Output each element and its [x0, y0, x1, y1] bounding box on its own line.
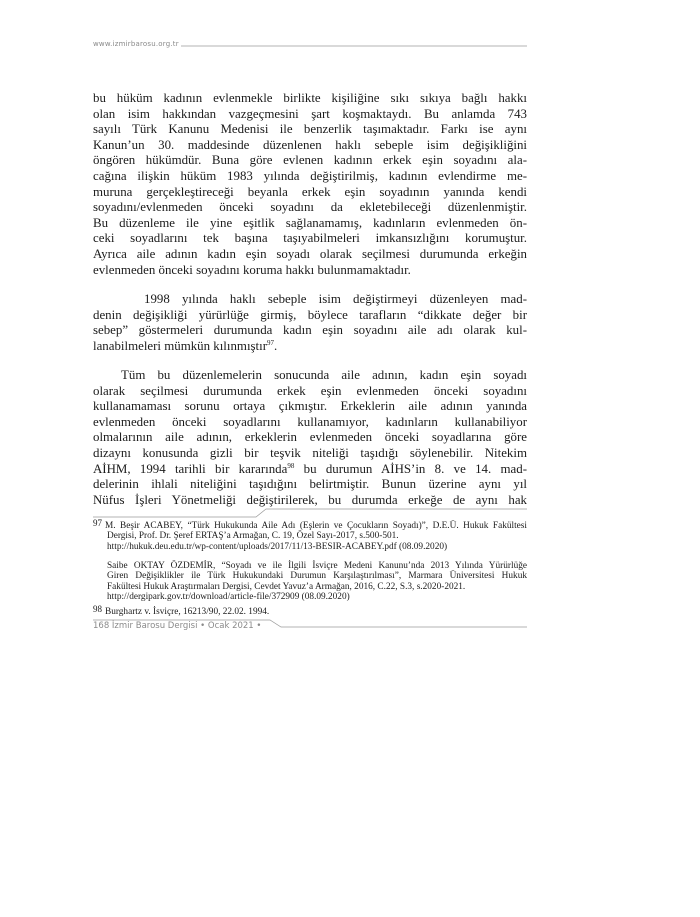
footnote-separator — [93, 509, 527, 517]
text-line: muruna gerçekleştireceği beyanla erkek eşin soyadının yanında kendi — [93, 184, 527, 199]
footnote-98 — [93, 604, 527, 617]
text-line: olan isim hakkından vazgeçmesini şart koşmaktaydı. Bu anlamda 743 — [93, 106, 527, 121]
text-line: delerinin ihlali niteliğini taşıdığını belirtmiştir. Bunun üzerine aynı yıl — [93, 477, 527, 492]
footnote-line: Dergisi, Prof. Dr. Şeref ERTAŞ’a Armağan, C. 19, Özel Sayı-2017, s.500-501. — [107, 531, 399, 542]
text-line: sebep” göstermeleri durumunda kadın eşin soyadını aile adı olarak kul- — [93, 323, 527, 338]
footnote-number: 97 — [93, 518, 102, 528]
paragraph-1 — [93, 91, 527, 278]
text-line: 1998 yılında haklı sebeple isim değiştirmeyi düzenleyen mad- — [144, 292, 527, 306]
text-line — [93, 462, 527, 478]
text-line: Nüfus İşleri Yönetmeliği değiştirilerek, bu durumda erkeğe de aynı hak — [93, 492, 527, 507]
text-line: olarak seçilmesi durumunda erkek eşin evlenmeden önceki soyadını — [93, 383, 527, 398]
footnote-ref-97[interactable]: 97 — [267, 338, 274, 347]
text-line: denin değişikliği yürürlüğe girmiş, böylece tarafların “dikkate değer bir — [93, 307, 527, 322]
footnote-ref-98[interactable]: 98 — [287, 461, 295, 470]
footnote-line: Burghartz v. İsviçre, 16213/90, 22.02. 1994. — [105, 607, 270, 617]
text-line: evlenmeden önceki soyadlarını kullanamıyor, kadınların kullanabiliyor — [93, 414, 527, 429]
line-text: AİHM, 1994 tarihli bir kararında — [93, 461, 288, 476]
text-line: dizaynı konusunda gizli bir teşvik niteliği taşıdığı söylenebilir. Nitekim — [93, 445, 527, 460]
text-line: cağına ilişkin hüküm 1983 yılında değiştirilmiş, kadının evlendirme me- — [93, 168, 527, 183]
line-text: lanabilmeleri mümkün kılınmıştır — [93, 338, 267, 353]
footnote-number — [93, 558, 105, 600]
text-line: kullanamaması sorunu ortaya çıkmıştır. Erkeklerin aile adının yanında — [93, 399, 527, 414]
text-line: evlenmeden önceki soyadını koruma hakkı bulunmamaktadır. — [93, 262, 411, 277]
text-line: soyadını/evlenmeden önceki soyadını da ekletebileceği düzenlenmiştir. — [93, 200, 527, 215]
line-text: bu durumun AİHS’in 8. ve 14. mad- — [294, 461, 527, 476]
text-line — [93, 339, 527, 355]
text-line: Tüm bu düzenlemelerin sonucunda aile adının, kadın eşin soyadı — [121, 368, 527, 382]
footnote-line: Saibe OKTAY ÖZDEMİR, “Soyadı ve ile İlgili İsviçre Medeni Kanunu’nda 2013 Yılında Yürürlüğe — [107, 561, 527, 571]
text-line: ceki soyadlarını tek başına taşıyabilmeleri imkansızlığını korumuştur. — [93, 231, 527, 246]
footnote-97 — [93, 518, 527, 552]
text-line: Kanun’un 30. maddesinde düzenlenen haklı sebeple isim değişikliğini — [93, 137, 527, 152]
line-text: . — [274, 338, 278, 353]
footnote-97-second-source — [93, 561, 527, 603]
text-line: Bu düzenleme ile yine eşitlik sağlanamamış, kadınların evlenmeden ön- — [93, 215, 527, 230]
footnote-number: 98 — [93, 604, 102, 614]
paragraph-3 — [93, 368, 527, 508]
text-line: bu hüküm kadının evlenmekle birlikte kişiliğine sıkı sıkıya bağlı hakkı — [93, 91, 527, 105]
footer-page-info: 168 İzmir Barosu Dergisi • Ocak 2021 • — [93, 621, 262, 631]
header-site-url: www.izmirbarosu.org.tr — [93, 40, 179, 48]
paragraph-2 — [93, 292, 527, 354]
footnote-link[interactable]: http://dergipark.gov.tr/download/article-file/372909 (08.09.2020) — [107, 592, 350, 603]
footnote-line: Giren Değişiklikler ile Türk Hukukundaki Durumun Karşılaştırılması”, Marmara Üniversitesi Hukuk — [107, 571, 527, 582]
footnote-line: Fakültesi Hukuk Araştırmaları Dergisi, Cevdet Yavuz’a Armağan, 2016, C.22, S.3, s.2020-2021. — [107, 581, 466, 592]
text-line: olmalarının aile adının, erkeklerin evlenmeden önceki soyadlarına göre — [93, 430, 527, 445]
text-line: sayılı Türk Kanunu Medenisi ile benzerlik taşımaktadır. Farkı ise aynı — [93, 122, 527, 137]
footnote-link[interactable]: http://hukuk.deu.edu.tr/wp-content/uploads/2017/11/13-BESIR-ACABEY.pdf (08.09.2020) — [107, 541, 448, 552]
footnote-line: M. Beşir ACABEY, “Türk Hukukunda Aile Adı (Eşlerin ve Çocukların Soyadı)”, D.E.Ü. Hukuk Fakültesi — [105, 521, 527, 531]
text-line: Ayrıca aile adının kadın eşin soyadı olarak seçilmesi durumunda erkeğin — [93, 246, 527, 261]
text-line: öngören hükümdür. Buna göre evlenen kadının erkek eşin soyadını ala- — [93, 153, 527, 168]
